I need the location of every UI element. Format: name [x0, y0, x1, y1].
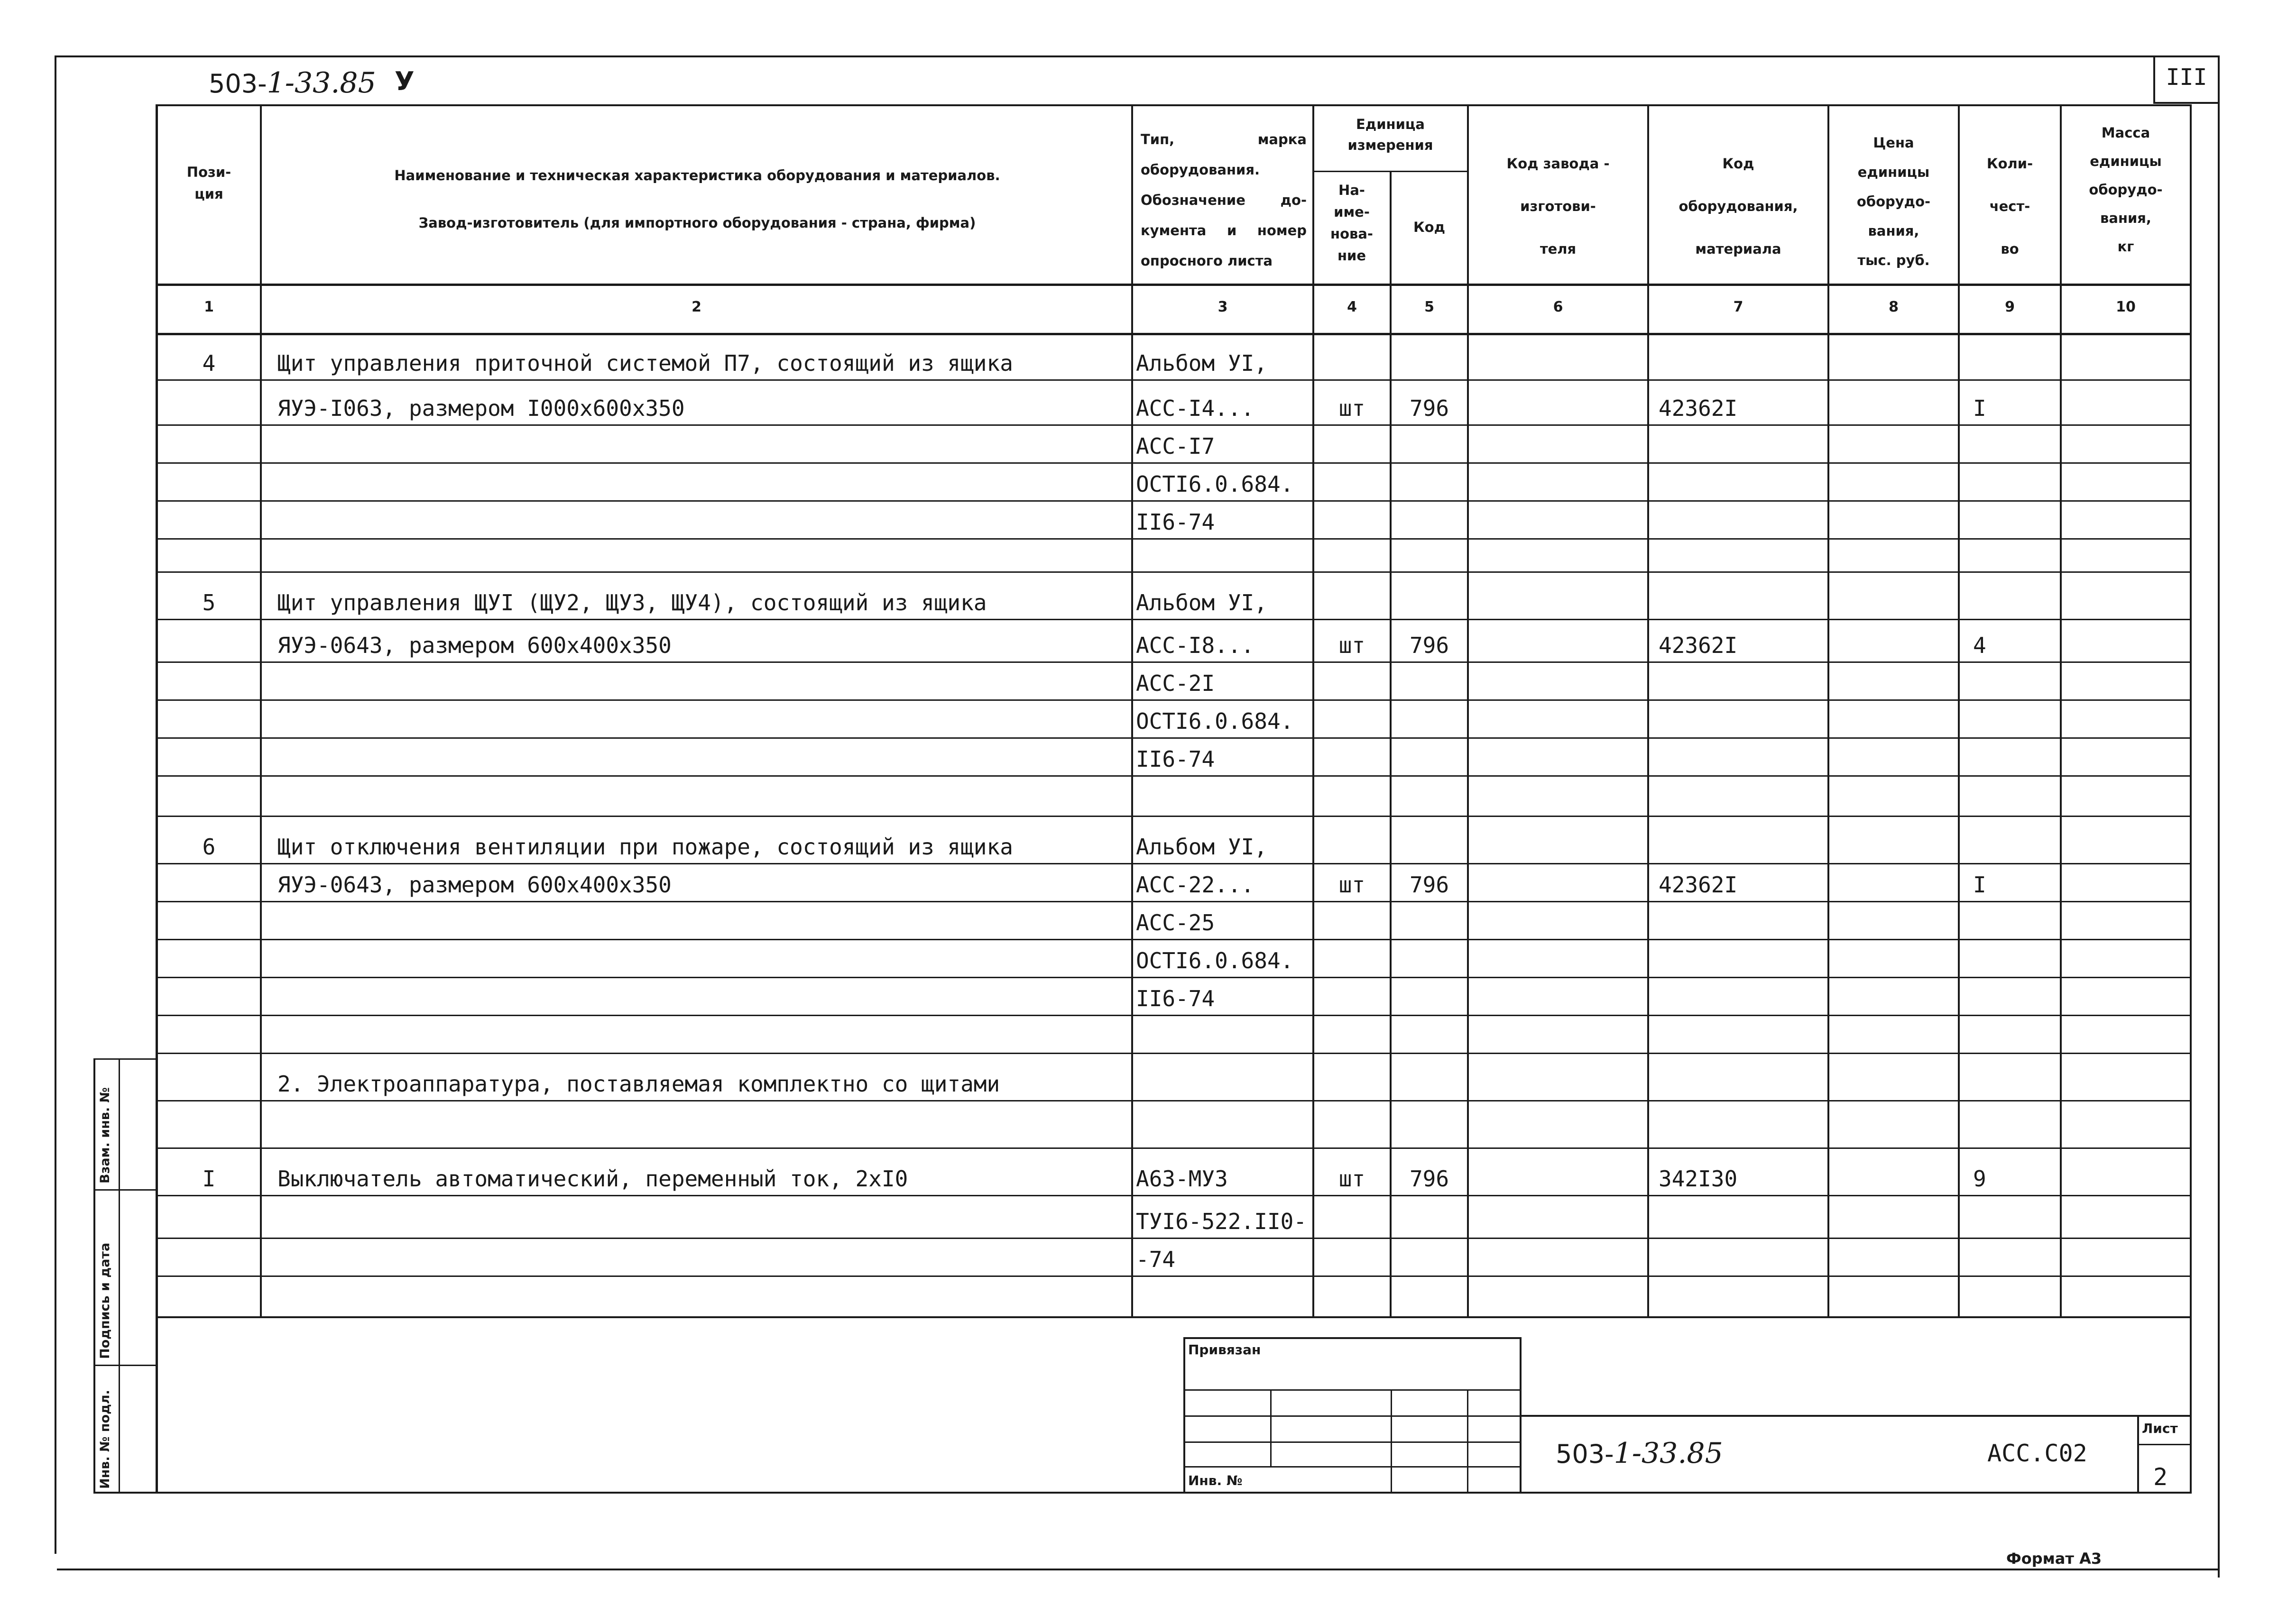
- cell-name: Щит отключения вентиляции при пожаре, состоящий из ящика: [277, 834, 1013, 860]
- row-line: [157, 737, 2191, 739]
- priv-row2: [1183, 1415, 1522, 1417]
- cell-type: ТУI6-522.II0-: [1136, 1209, 1307, 1234]
- priv-top: [1183, 1337, 1522, 1339]
- colnum-3: 3: [1218, 299, 1228, 315]
- header-unit-group: Единица измерения: [1347, 116, 1433, 153]
- row-line: [157, 500, 2191, 502]
- row-line: [157, 1275, 2191, 1277]
- cell-qty: I: [1973, 395, 1986, 421]
- corner-box-bottom: [2153, 102, 2220, 104]
- cell-code: 796: [1409, 872, 1449, 898]
- colnum-bottom: [157, 333, 2191, 335]
- priv-vcol3: [1467, 1389, 1468, 1494]
- colnum-10: 10: [2116, 299, 2136, 315]
- side-strip-bottom: [93, 1492, 157, 1494]
- row-line: [157, 379, 2191, 381]
- header-col1: Пози- ция: [186, 164, 231, 202]
- col-line-3: [1312, 104, 1314, 1317]
- header-col2: Наименование и техническая характеристика оборудования и материалов. Завод-изготовитель (для импортного оборудования - страна, фирма): [394, 167, 1000, 231]
- privyazan-label: Привязан: [1188, 1342, 1261, 1358]
- side-podpis: Подпись и дата: [98, 1242, 112, 1359]
- col-line-5: [1467, 104, 1469, 1317]
- row-line: [157, 775, 2191, 777]
- colnum-6: 6: [1553, 299, 1563, 315]
- cell-type: А63-МУ3: [1136, 1166, 1228, 1192]
- title-top: [1520, 1415, 2191, 1417]
- row-line: [157, 462, 2191, 464]
- cell-qty: I: [1973, 872, 1986, 898]
- cell-name: ЯУЭ-0643, размером 600x400x350: [277, 872, 672, 898]
- top-code: [209, 66, 376, 100]
- frame-right: [2218, 55, 2220, 1578]
- cell-qty: 4: [1973, 633, 1986, 658]
- cell-type: II6-74: [1136, 509, 1215, 535]
- col-line-6: [1647, 104, 1649, 1317]
- header-col5: Код: [1413, 219, 1446, 235]
- row-line: [157, 1147, 2191, 1149]
- cell-type: -74: [1136, 1247, 1176, 1272]
- colnum-4: 4: [1347, 299, 1357, 315]
- sheet-number: 2: [2153, 1463, 2168, 1491]
- cell-code: 796: [1409, 633, 1449, 658]
- cell-pos: I: [202, 1166, 216, 1192]
- sheet-label: Лист: [2142, 1421, 2178, 1436]
- cell-type: Альбом УI,: [1136, 350, 1267, 376]
- cell-name: ЯУЭ-I063, размером I000x600x350: [277, 395, 685, 421]
- cell-mat: 42362I: [1659, 395, 1738, 421]
- cell-qty: 9: [1973, 1166, 1986, 1192]
- doc-hand: 1-33.85: [1614, 1437, 1723, 1470]
- header-col8: Цена единицы оборудо- вания, тыс. руб.: [1856, 135, 1931, 268]
- format-label: Формат А3: [2006, 1550, 2102, 1568]
- cell-type: АСС-I7: [1136, 433, 1215, 459]
- cell-mat: 342I30: [1659, 1166, 1738, 1192]
- header-col6: Код завода - изготови- теля: [1506, 156, 1610, 257]
- cell-mat: 42362I: [1659, 633, 1738, 658]
- priv-row4: [1183, 1466, 1522, 1468]
- row-line: [157, 424, 2191, 426]
- cell-type: II6-74: [1136, 986, 1215, 1011]
- side-div1: [93, 1189, 157, 1191]
- header-bottom: [157, 284, 2191, 286]
- cell-unit: шт: [1338, 872, 1365, 898]
- cell-pos: 4: [202, 350, 216, 376]
- cell-type: АСС-I4...: [1136, 395, 1254, 421]
- header-col4: На- име- нова- ние: [1330, 182, 1373, 264]
- cell-mat: 42362I: [1659, 872, 1738, 898]
- header-col10: Масса единицы оборудо- вания, кг: [2089, 125, 2163, 255]
- row-line: [157, 863, 2191, 864]
- cell-name: ЯУЭ-0643, размером 600x400x350: [277, 633, 672, 658]
- header-col7: Код оборудования, материала: [1679, 156, 1798, 257]
- side-div2: [93, 1365, 157, 1366]
- row-line: [157, 699, 2191, 701]
- cell-type: АСС-25: [1136, 910, 1215, 936]
- priv-row3: [1183, 1441, 1522, 1443]
- row-line: [157, 816, 2191, 817]
- side-strip-top: [93, 1058, 157, 1060]
- top-mark: У: [395, 66, 415, 96]
- row-line: [157, 571, 2191, 573]
- stamp-bottom: [157, 1492, 2191, 1494]
- row-line: [157, 1100, 2191, 1101]
- cell-name: 2. Электроаппаратура, поставляемая комплектно со щитами: [277, 1071, 1000, 1097]
- cell-type: АСС-I8...: [1136, 633, 1254, 658]
- row-line: [157, 1015, 2191, 1016]
- cell-type: Альбом УI,: [1136, 590, 1267, 615]
- cell-name: Щит управления ЩУI (ЩУ2, ЩУ3, ЩУ4), состоящий из ящика: [277, 590, 987, 615]
- sheet-box-mid: [2137, 1444, 2191, 1445]
- header-col3: Тип, марка оборудования. Обозначение до- кумента и номер опросного листа: [1141, 131, 1307, 269]
- doc-prefix: 503-: [1556, 1439, 1614, 1469]
- side-strip-inner: [119, 1058, 120, 1494]
- row-line: [157, 1195, 2191, 1196]
- colnum-2: 2: [692, 299, 701, 315]
- side-inv: Инв. № подл.: [98, 1390, 112, 1489]
- cell-unit: шт: [1338, 1166, 1365, 1192]
- priv-row1: [1183, 1389, 1522, 1391]
- frame-left: [55, 55, 56, 1554]
- row-line: [157, 901, 2191, 902]
- top-code-prefix: 503-: [209, 69, 267, 99]
- row-line: [157, 939, 2191, 940]
- cell-code: 796: [1409, 1166, 1449, 1192]
- side-vzam: Взам. инв. №: [98, 1087, 112, 1184]
- colnum-1: 1: [204, 299, 214, 315]
- colnum-5: 5: [1424, 299, 1434, 315]
- row-line: [157, 619, 2191, 620]
- cell-name: Выключатель автоматический, переменный ток, 2xI0: [277, 1166, 908, 1192]
- row-line: [157, 1316, 2191, 1318]
- col-line-8: [1958, 104, 1960, 1317]
- doc-code-left: [1556, 1437, 1723, 1470]
- cell-code: 796: [1409, 395, 1449, 421]
- colnum-8: 8: [1889, 299, 1899, 315]
- frame-top: [55, 55, 2220, 57]
- cell-type: ОСТI6.0.684.: [1136, 708, 1294, 734]
- cell-type: АСС-22...: [1136, 872, 1254, 898]
- cell-type: ОСТI6.0.684.: [1136, 948, 1294, 973]
- row-line: [157, 1238, 2191, 1239]
- header-col9: Коли- чест- во: [1986, 156, 2033, 257]
- priv-vcol1: [1270, 1389, 1272, 1468]
- top-code-hand: 1-33.85: [267, 66, 376, 100]
- doc-code-right: АСС.С02: [1987, 1440, 2087, 1467]
- table-top: [157, 104, 2191, 106]
- col-line-4: [1390, 171, 1392, 1317]
- cell-type: II6-74: [1136, 746, 1215, 772]
- row-line: [157, 977, 2191, 978]
- unit-group-divider: [1312, 171, 1469, 172]
- col-line-1: [260, 104, 262, 1317]
- sheet-corner-number: III: [2166, 64, 2207, 91]
- cell-type: Альбом УI,: [1136, 834, 1267, 860]
- cell-type: АСС-2I: [1136, 670, 1215, 696]
- col-line-2: [1131, 104, 1133, 1317]
- row-line: [157, 1053, 2191, 1054]
- frame-bottom: [57, 1569, 2220, 1570]
- row-line: [157, 661, 2191, 663]
- side-strip-left: [93, 1058, 95, 1494]
- sheet-box-left: [2137, 1415, 2139, 1494]
- cell-pos: 6: [202, 834, 216, 860]
- priv-vcol2: [1391, 1389, 1392, 1494]
- cell-unit: шт: [1338, 395, 1365, 421]
- colnum-9: 9: [2005, 299, 2015, 315]
- cell-type: ОСТI6.0.684.: [1136, 471, 1294, 497]
- table-right: [2190, 104, 2192, 1494]
- cell-unit: шт: [1338, 633, 1365, 658]
- inv-no-label: Инв. №: [1188, 1473, 1243, 1488]
- row-line: [157, 538, 2191, 540]
- cell-name: Щит управления приточной системой П7, состоящий из ящика: [277, 350, 1013, 376]
- cell-pos: 5: [202, 590, 216, 615]
- colnum-7: 7: [1733, 299, 1743, 315]
- col-line-7: [1827, 104, 1829, 1317]
- col-line-9: [2060, 104, 2062, 1317]
